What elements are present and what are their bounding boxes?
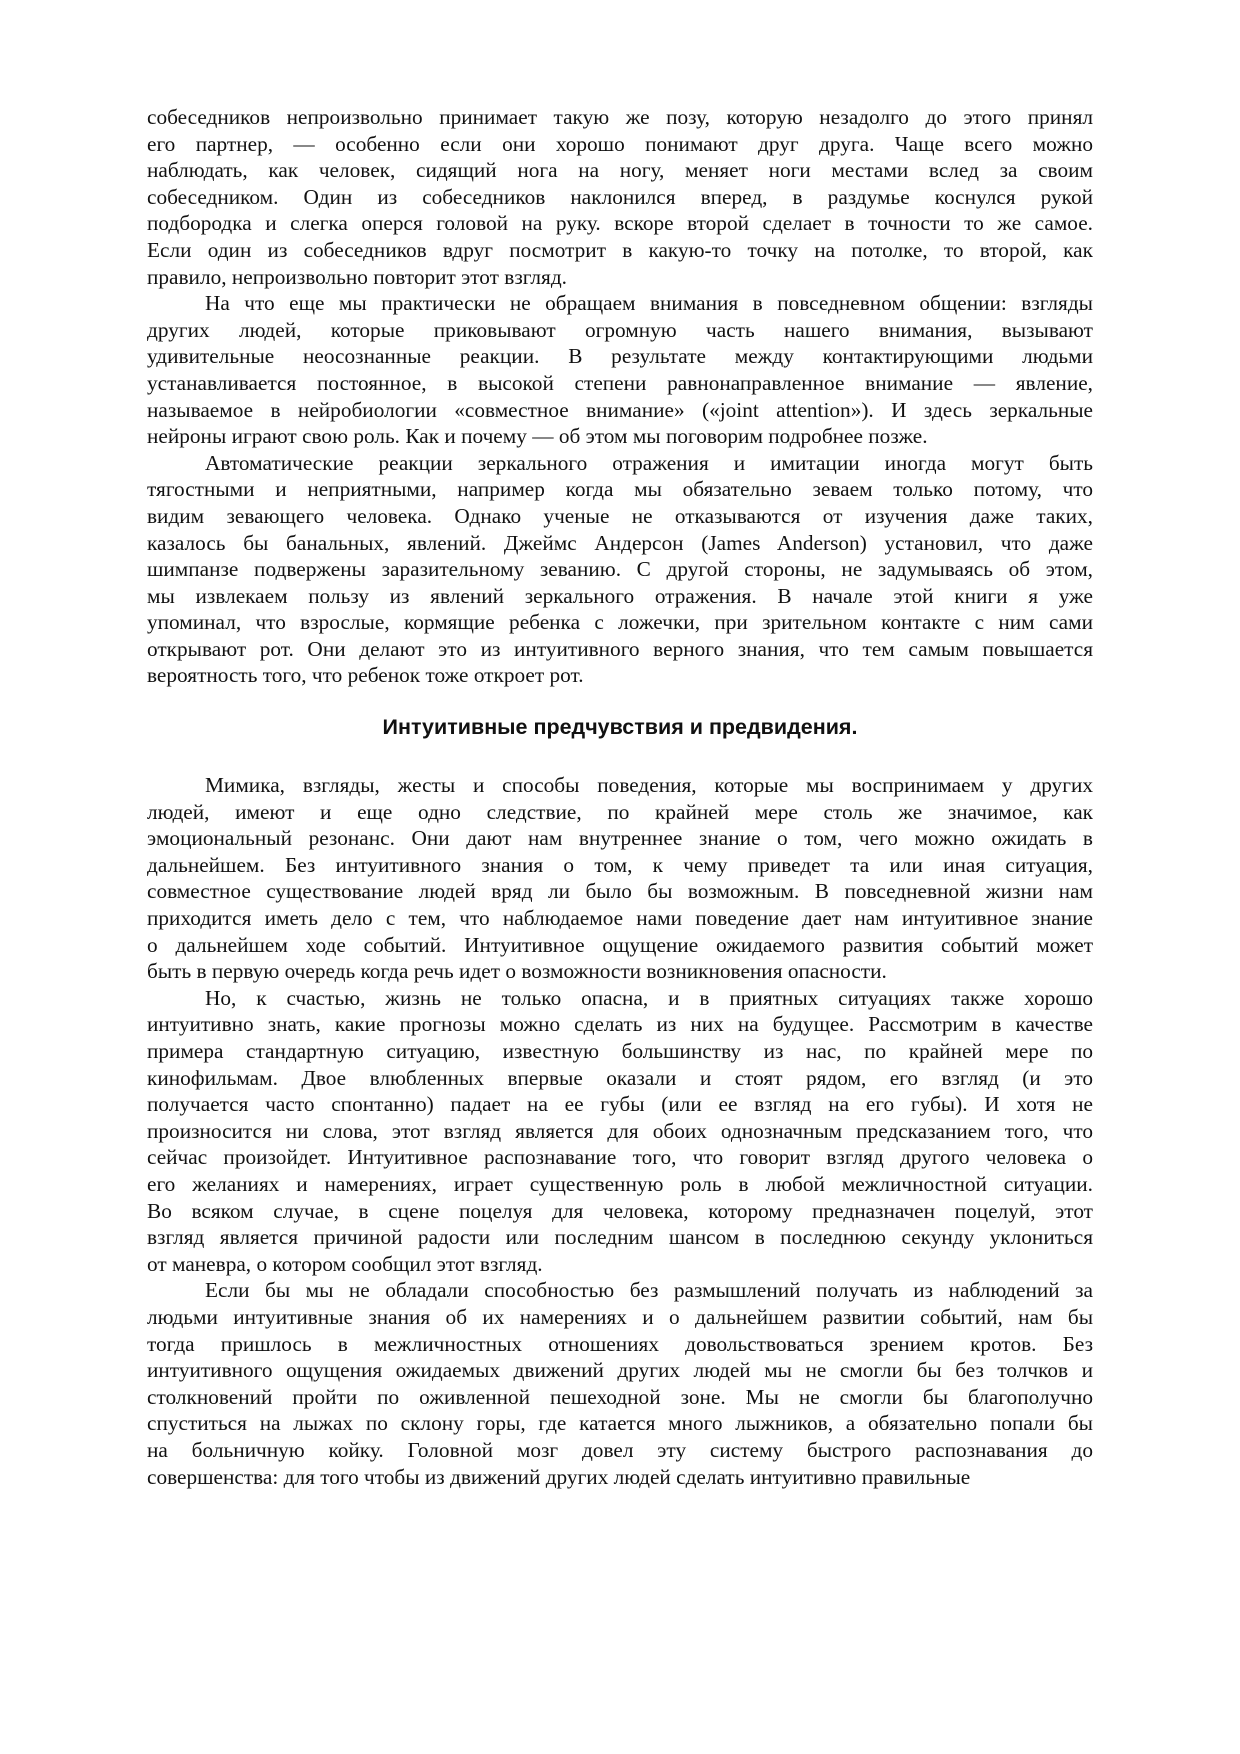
paragraphs-after-heading [147,772,1093,1490]
text-line: получается часто спонтанно) падает на ее губы (или ее взгляд на его губы). И хотя не [147,1092,1093,1117]
text-line: Если бы мы не обладали способностью без размышлений получать из наблюдений за [205,1278,1093,1303]
text-line: взгляд является причиной радости или последним шансом в последнюю секунду уклониться [147,1225,1093,1250]
text-line: совершенства: для того чтобы из движений других людей сделать интуитивно правильные [147,1464,971,1489]
text-line: мы извлекаем пользу из явлений зеркального отражения. В начале этой книги я уже [147,583,1093,608]
text-line: спуститься на лыжах по склону горы, где катается много лыжников, а обязательно попали бы [147,1411,1093,1436]
text-line: правило, непроизвольно повторит этот взгляд. [147,264,568,289]
text-line: других людей, которые приковывают огромную часть нашего внимания, вызывают [147,317,1093,342]
text-line: упоминал, что взрослые, кормящие ребенка с ложечки, при зрительном контакте с ним сами [147,610,1093,635]
paragraph [147,290,1093,450]
text-line: сейчас произойдет. Интуитивное распознавание того, что говорит взгляд другого человека о [147,1145,1093,1170]
text-line: о дальнейшем ходе событий. Интуитивное ощущение ожидаемого развития событий может [147,932,1093,957]
text-line: удивительные неосознанные реакции. В результате между контактирующими людьми [147,344,1093,369]
text-line: произносится ни слова, этот взгляд является для обоих однозначным предсказанием того, что [147,1118,1093,1143]
text-line: приходится иметь дело с тем, что наблюдаемое нами поведение дает нам интуитивное знание [147,906,1093,931]
text-line: эмоциональный резонанс. Они дают нам внутреннее знание о том, чего можно ожидать в [147,826,1093,851]
text-line: Но, к счастью, жизнь не только опасна, и в приятных ситуациях также хорошо [205,985,1093,1010]
text-line: На что еще мы практически не обращаем внимания в повседневном общении: взгляды [205,291,1093,316]
text-line: интуитивного ощущения ожидаемых движений других людей мы не смогли бы без толчков и [147,1358,1093,1383]
text-line: людьми интуитивные знания об их намерениях и о дальнейшем развитии событий, нам бы [147,1304,1093,1329]
text-line: людей, имеют и еще одно следствие, по крайней мере столь же значимое, как [147,799,1093,824]
text-line: собеседником. Один из собеседников наклонился вперед, в раздумье коснулся рукой [147,184,1093,209]
paragraph [147,450,1093,689]
text-line: его партнер, — особенно если они хорошо понимают друг друга. Чаще всего можно [147,131,1093,156]
text-line: быть в первую очередь когда речь идет о возможности возникновения опасности. [147,959,887,984]
text-line: видим зевающего человека. Однако ученые не отказываются от изучения даже таких, [147,503,1093,528]
text-line: Во всяком случае, в сцене поцелуя для человека, которому предназначен поцелуй, этот [147,1198,1093,1223]
text-line: открывают рот. Они делают это из интуитивного верного знания, что тем самым повышается [147,636,1093,661]
text-line: дальнейшем. Без интуитивного знания о том, к чему приведет та или иная ситуация, [147,852,1093,877]
paragraph [147,985,1093,1278]
text-line: называемое в нейробиологии «совместное внимание» («joint attention»). И здесь зеркальные [147,397,1093,422]
text-line: примера стандартную ситуацию, известную большинству из нас, по крайней мере по [147,1039,1093,1063]
text-line: подбородка и слегка оперся головой на руку. вскоре второй сделает в точности то же самое. [147,211,1093,236]
document-page [147,104,1093,1490]
text-line: собеседников непроизвольно принимает такую же позу, которую незадолго до этого принял [147,105,1093,129]
paragraph [147,104,1093,290]
text-line: совместное существование людей вряд ли было бы возможным. В повседневной жизни нам [147,879,1093,904]
text-line: шимпанзе подвержены заразительному зеванию. С другой стороны, не задумываясь об этом, [147,557,1093,582]
text-line: на больничную койку. Головной мозг довел эту систему быстрого распознавания до [147,1437,1093,1462]
paragraphs-before-heading [147,104,1093,689]
text-line: его желаниях и намерениях, играет существенную роль в любой межличностной ситуации. [147,1171,1093,1196]
text-line: тягостными и неприятными, например когда мы обязательно зеваем только потому, что [147,477,1093,502]
text-line: Мимика, взгляды, жесты и способы поведения, которые мы воспринимаем у других [205,773,1093,798]
section-heading: Интуитивные предчувствия и предвидения. [382,715,858,740]
text-line: столкновений пройти по оживленной пешеходной зоне. Мы не смогли бы благополучно [147,1384,1093,1409]
text-line: устанавливается постоянное, в высокой степени равнонаправленное внимание — явление, [147,370,1093,395]
text-line: кинофильмам. Двое влюбленных впервые оказали и стоят рядом, его взгляд (и это [147,1065,1093,1090]
text-line: наблюдать, как человек, сидящий нога на ногу, меняет ноги местами вслед за своим [147,158,1093,183]
text-line: от маневра, о котором сообщил этот взгляд. [147,1251,543,1276]
text-line: тогда пришлось в межличностных отношениях довольствоваться зрением кротов. Без [147,1331,1093,1356]
paragraph [147,772,1093,985]
text-line: интуитивно знать, какие прогнозы можно сделать из них на будущее. Рассмотрим в качестве [147,1012,1093,1037]
text-line: Автоматические реакции зеркального отражения и имитации иногда могут быть [205,450,1093,475]
paragraph [147,1277,1093,1490]
text-line: Если один из собеседников вдруг посмотрит в какую-то точку на потолке, то второй, как [147,237,1093,262]
text-line: вероятность того, что ребенок тоже откроет рот. [147,663,584,688]
text-line: казалось бы банальных, явлений. Джеймс Андерсон (James Anderson) установил, что даже [147,530,1093,555]
text-line: нейроны играют свою роль. Как и почему — об этом мы поговорим подробнее позже. [147,424,928,449]
